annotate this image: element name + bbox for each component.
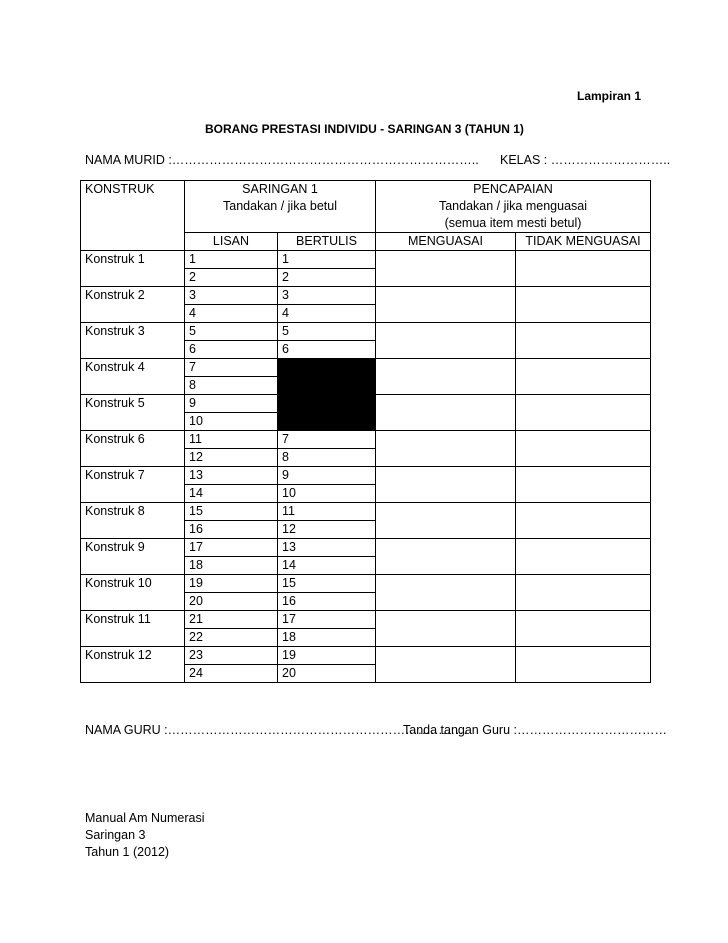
lisan-item[interactable]: 21 <box>185 611 278 629</box>
tidak-menguasai-checkbox-cell[interactable] <box>516 503 651 539</box>
teacher-name-field[interactable]: NAMA GURU :……………………………………………………………… <box>85 723 468 737</box>
konstruk-label: Konstruk 9 <box>81 539 185 575</box>
konstruk-label: Konstruk 8 <box>81 503 185 539</box>
tidak-menguasai-checkbox-cell[interactable] <box>516 395 651 431</box>
header-row-1 <box>81 181 651 199</box>
bertulis-item[interactable]: 12 <box>278 521 376 539</box>
lisan-item[interactable]: 24 <box>185 665 278 683</box>
bertulis-item[interactable]: 20 <box>278 665 376 683</box>
table-row <box>81 431 651 449</box>
tidak-menguasai-checkbox-cell[interactable] <box>516 251 651 287</box>
lisan-header: LISAN <box>185 233 278 251</box>
tidak-menguasai-checkbox-cell[interactable] <box>516 611 651 647</box>
menguasai-checkbox-cell[interactable] <box>376 503 516 539</box>
menguasai-checkbox-cell[interactable] <box>376 647 516 683</box>
bertulis-blocked-cell <box>278 377 376 395</box>
table-row <box>81 467 651 485</box>
bertulis-item[interactable]: 14 <box>278 557 376 575</box>
tidak-menguasai-checkbox-cell[interactable] <box>516 323 651 359</box>
document-footer <box>85 810 205 861</box>
lisan-item[interactable]: 13 <box>185 467 278 485</box>
konstruk-label: Konstruk 7 <box>81 467 185 503</box>
pencapaian-instruction: Tandakan / jika menguasai <box>438 199 587 213</box>
header-row-4 <box>81 233 651 251</box>
bertulis-blocked-cell <box>278 395 376 413</box>
bertulis-item[interactable]: 8 <box>278 449 376 467</box>
konstruk-label: Konstruk 12 <box>81 647 185 683</box>
bertulis-item[interactable]: 10 <box>278 485 376 503</box>
lisan-item[interactable]: 1 <box>185 251 278 269</box>
lisan-item[interactable]: 22 <box>185 629 278 647</box>
lisan-item[interactable]: 8 <box>185 377 278 395</box>
bertulis-item[interactable]: 3 <box>278 287 376 305</box>
lisan-item[interactable]: 19 <box>185 575 278 593</box>
menguasai-checkbox-cell[interactable] <box>376 287 516 323</box>
menguasai-checkbox-cell[interactable] <box>376 323 516 359</box>
lisan-item[interactable]: 2 <box>185 269 278 287</box>
lisan-item[interactable]: 17 <box>185 539 278 557</box>
bertulis-item[interactable]: 9 <box>278 467 376 485</box>
lisan-item[interactable]: 4 <box>185 305 278 323</box>
tidak-menguasai-checkbox-cell[interactable] <box>516 575 651 611</box>
tidak-menguasai-checkbox-cell[interactable] <box>516 287 651 323</box>
tidak-menguasai-checkbox-cell[interactable] <box>516 431 651 467</box>
lisan-item[interactable]: 11 <box>185 431 278 449</box>
lisan-item[interactable]: 15 <box>185 503 278 521</box>
konstruk-header: KONSTRUK <box>81 181 185 199</box>
table-row <box>81 251 651 269</box>
header-row-3 <box>81 215 651 233</box>
bertulis-item[interactable]: 16 <box>278 593 376 611</box>
menguasai-checkbox-cell[interactable] <box>376 467 516 503</box>
form-title: BORANG PRESTASI INDIVIDU - SARINGAN 3 (TAHUN 1) <box>205 122 524 136</box>
lisan-item[interactable]: 7 <box>185 359 278 377</box>
bertulis-item[interactable]: 2 <box>278 269 376 287</box>
konstruk-label: Konstruk 1 <box>81 251 185 287</box>
table-row <box>81 647 651 665</box>
menguasai-checkbox-cell[interactable] <box>376 251 516 287</box>
student-name-field[interactable]: NAMA MURID :……………………………………………………………….. <box>85 153 479 167</box>
lisan-item[interactable]: 3 <box>185 287 278 305</box>
footer-line: Saringan 3 <box>85 828 146 842</box>
menguasai-checkbox-cell[interactable] <box>376 359 516 395</box>
menguasai-header: MENGUASAI <box>376 233 516 251</box>
table-row <box>81 395 651 413</box>
appendix-label: Lampiran 1 <box>577 89 642 103</box>
tidak-menguasai-checkbox-cell[interactable] <box>516 539 651 575</box>
table-row <box>81 539 651 557</box>
teacher-signature-field[interactable]: Tanda tangan Guru :……………………………… <box>403 723 667 737</box>
pencapaian-header: PENCAPAIAN <box>473 182 553 196</box>
menguasai-checkbox-cell[interactable] <box>376 395 516 431</box>
konstruk-label: Konstruk 4 <box>81 359 185 395</box>
table-row <box>81 287 651 305</box>
lisan-item[interactable]: 20 <box>185 593 278 611</box>
bertulis-item[interactable]: 13 <box>278 539 376 557</box>
table-row <box>81 359 651 377</box>
lisan-item[interactable]: 18 <box>185 557 278 575</box>
performance-table <box>80 180 651 683</box>
lisan-item[interactable]: 12 <box>185 449 278 467</box>
konstruk-label: Konstruk 2 <box>81 287 185 323</box>
bertulis-blocked-cell <box>278 359 376 377</box>
bertulis-item[interactable]: 19 <box>278 647 376 665</box>
bertulis-item[interactable]: 1 <box>278 251 376 269</box>
bertulis-header: BERTULIS <box>278 233 376 251</box>
saringan-instruction: Tandakan / jika betul <box>185 198 376 215</box>
table-row <box>81 611 651 629</box>
footer-line: Manual Am Numerasi <box>85 811 205 825</box>
lisan-item[interactable]: 10 <box>185 413 278 431</box>
lisan-item[interactable]: 16 <box>185 521 278 539</box>
menguasai-checkbox-cell[interactable] <box>376 431 516 467</box>
class-field[interactable]: KELAS : ……………………….. <box>500 153 671 167</box>
lisan-item[interactable]: 6 <box>185 341 278 359</box>
table-row <box>81 575 651 593</box>
bertulis-blocked-cell <box>278 413 376 431</box>
table-row <box>81 503 651 521</box>
konstruk-label: Konstruk 11 <box>81 611 185 647</box>
bertulis-item[interactable]: 6 <box>278 341 376 359</box>
menguasai-checkbox-cell[interactable] <box>376 611 516 647</box>
lisan-item[interactable]: 23 <box>185 647 278 665</box>
lisan-item[interactable]: 14 <box>185 485 278 503</box>
bertulis-item[interactable]: 5 <box>278 323 376 341</box>
menguasai-checkbox-cell[interactable] <box>376 539 516 575</box>
bertulis-item[interactable]: 15 <box>278 575 376 593</box>
tidak-menguasai-header: TIDAK MENGUASAI <box>516 233 651 251</box>
pencapaian-note: (semua item mesti betul) <box>444 216 582 230</box>
lisan-item[interactable]: 5 <box>185 323 278 341</box>
table-row <box>81 323 651 341</box>
konstruk-label: Konstruk 10 <box>81 575 185 611</box>
konstruk-label: Konstruk 3 <box>81 323 185 359</box>
saringan-header: SARINGAN 1 <box>185 181 376 199</box>
konstruk-label: Konstruk 6 <box>81 431 185 467</box>
bertulis-item[interactable]: 4 <box>278 305 376 323</box>
menguasai-checkbox-cell[interactable] <box>376 575 516 611</box>
bertulis-item[interactable]: 7 <box>278 431 376 449</box>
tidak-menguasai-checkbox-cell[interactable] <box>516 647 651 683</box>
lisan-item[interactable]: 9 <box>185 395 278 413</box>
footer-line: Tahun 1 (2012) <box>85 845 170 859</box>
tidak-menguasai-checkbox-cell[interactable] <box>516 359 651 395</box>
konstruk-label: Konstruk 5 <box>81 395 185 431</box>
header-row-2 <box>81 198 651 215</box>
tidak-menguasai-checkbox-cell[interactable] <box>516 467 651 503</box>
bertulis-item[interactable]: 17 <box>278 611 376 629</box>
bertulis-item[interactable]: 18 <box>278 629 376 647</box>
bertulis-item[interactable]: 11 <box>278 503 376 521</box>
